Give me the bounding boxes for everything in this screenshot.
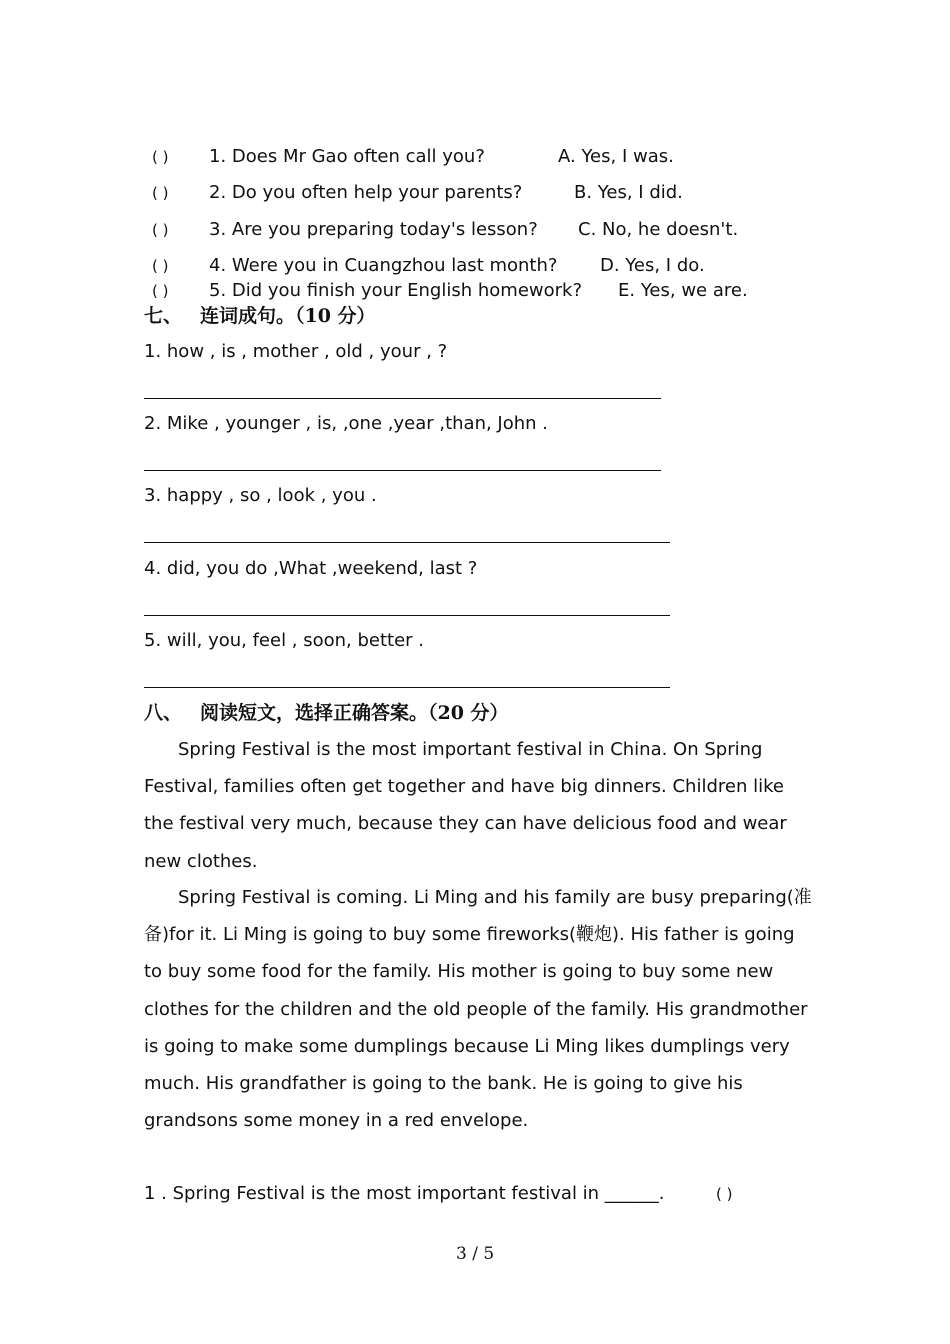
answer-paren[interactable]: ( ) — [716, 1185, 733, 1203]
matching-question: 2. Do you often help your parents? — [209, 182, 523, 203]
paragraph-text: Spring Festival is the most important festival in China. On Spring Festival, families often get together and have big dinners. Children like the festival very much, because they can have delicious food and wear new clothes. — [144, 739, 787, 872]
page-number: 3 / 5 — [456, 1244, 495, 1264]
answer-line[interactable] — [144, 687, 670, 688]
matching-question: 1. Does Mr Gao often call you? — [209, 146, 485, 167]
matching-answer: E. Yes, we are. — [618, 280, 748, 301]
answer-line[interactable] — [144, 398, 661, 399]
sentence-item: 2. Mike , younger , is, ,one ,year ,than, John . — [144, 413, 549, 434]
matching-question: 3. Are you preparing today's lesson? — [209, 219, 538, 240]
matching-answer: A. Yes, I was. — [558, 146, 674, 167]
section-8-number: 八、 — [144, 702, 183, 724]
paragraph-text: Spring Festival is coming. Li Ming and his family are busy preparing(准备)for it. Li Ming is going to buy some fireworks(鞭炮). His father is going to buy some food for the family. His mother is going to buy some new clothes for the children and the old people of the family. His grandmother is going to make some dumplings because Li Ming likes dumplings very much. His grandfather is going to the bank. He is going to give his grandsons some money in a red envelope. — [144, 887, 812, 1132]
sentence-item: 4. did, you do ,What ,weekend, last ? — [144, 558, 478, 579]
sentence-item: 1. how , is , mother , old , your , ? — [144, 341, 448, 362]
matching-question: 4. Were you in Cuangzhou last month? — [209, 255, 558, 276]
answer-paren[interactable]: ( ) — [152, 184, 169, 202]
section-7-number: 七、 — [144, 305, 183, 327]
answer-line[interactable] — [144, 470, 661, 471]
sentence-item: 5. will, you, feel , soon, better . — [144, 630, 425, 651]
answer-paren[interactable]: ( ) — [152, 148, 169, 166]
sentence-item: 3. happy , so , look , you . — [144, 485, 377, 506]
matching-answer: C. No, he doesn't. — [578, 219, 739, 240]
answer-paren[interactable]: ( ) — [152, 221, 169, 239]
answer-paren[interactable]: ( ) — [152, 257, 169, 275]
answer-paren[interactable]: ( ) — [152, 282, 169, 300]
matching-question: 5. Did you finish your English homework? — [209, 280, 583, 301]
reading-question: 1 . Spring Festival is the most important festival in ______. — [144, 1183, 665, 1204]
matching-answer: D. Yes, I do. — [600, 255, 705, 276]
answer-line[interactable] — [144, 615, 670, 616]
reading-passage-paragraph — [144, 879, 814, 1139]
section-8-title: 阅读短文，选择正确答案。（20 分） — [200, 702, 509, 724]
reading-passage-paragraph — [144, 731, 814, 880]
matching-answer: B. Yes, I did. — [574, 182, 683, 203]
answer-line[interactable] — [144, 542, 670, 543]
section-7-title: 连词成句。（10 分） — [200, 305, 376, 327]
